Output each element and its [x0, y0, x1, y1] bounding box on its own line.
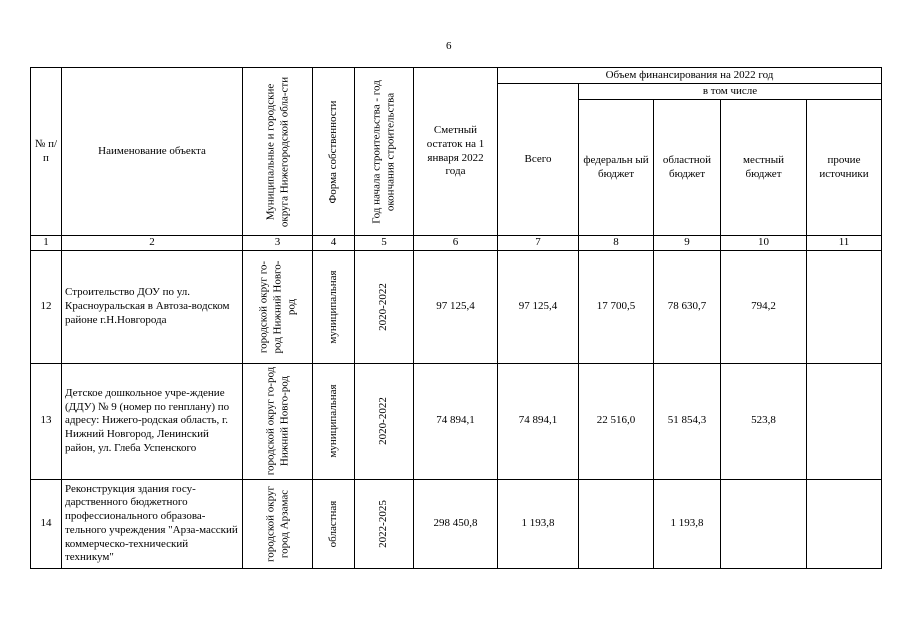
row-estimate: 74 894,1 [414, 363, 498, 479]
header-years [355, 68, 414, 236]
col-number: 11 [807, 236, 882, 251]
row-estimate: 298 450,8 [414, 479, 498, 568]
row-municipality-text: городской округ го-род Нижний Новго-род [263, 367, 290, 476]
table-row [31, 250, 882, 363]
row-regional: 51 854,3 [654, 363, 721, 479]
header-ownership [313, 68, 355, 236]
header-municipality [243, 68, 313, 236]
row-years [355, 363, 414, 479]
col-number: 7 [498, 236, 579, 251]
row-municipality-text: городской округ город Арзамас [263, 485, 290, 562]
header-ownership-text: Форма собственности [326, 100, 339, 203]
row-local: 523,8 [721, 363, 807, 479]
col-number: 4 [313, 236, 355, 251]
header-regional: областной бюджет [654, 100, 721, 236]
row-federal: 17 700,5 [579, 250, 654, 363]
header-name: Наименование объекта [62, 68, 243, 236]
row-total: 1 193,8 [498, 479, 579, 568]
row-ownership-text: муниципальная [326, 384, 339, 458]
row-ownership [313, 479, 355, 568]
col-number: 10 [721, 236, 807, 251]
header-years-text: Год начала строительства - год окончания строительства [370, 79, 396, 224]
row-municipality [243, 363, 313, 479]
header-estimate: Сметный остаток на 1 января 2022 года [414, 68, 498, 236]
row-other [807, 363, 882, 479]
row-name: Детское дошкольное учре-ждение (ДДУ) № 9 (номер по генплану) по адресу: Нижего-родская область, г. Нижний Новгород, Ленинский район, ул. Глеба Успенского [62, 363, 243, 479]
row-name: Реконструкция здания госу-дарственного бюджетного профессионального образова-тельного учреждения "Арза-масский коммерческо-технический техникум" [62, 479, 243, 568]
row-municipality [243, 479, 313, 568]
row-num: 13 [31, 363, 62, 479]
row-municipality-text: городской округ го-род Нижний Новго-род [256, 260, 297, 354]
col-number: 8 [579, 236, 654, 251]
header-total: Всего [498, 84, 579, 236]
col-number: 1 [31, 236, 62, 251]
table-row [31, 363, 882, 479]
row-num: 14 [31, 479, 62, 568]
page-number: 6 [446, 40, 452, 52]
row-name: Строительство ДОУ по ул. Красноуральская в Автоза-водском районе г.Н.Новгорода [62, 250, 243, 363]
row-num: 12 [31, 250, 62, 363]
row-regional: 1 193,8 [654, 479, 721, 568]
row-estimate: 97 125,4 [414, 250, 498, 363]
row-regional: 78 630,7 [654, 250, 721, 363]
row-years [355, 479, 414, 568]
header-local: местный бюджет [721, 100, 807, 236]
col-number: 6 [414, 236, 498, 251]
header-including-group: в том числе [579, 84, 882, 100]
row-local [721, 479, 807, 568]
header-num: № п/п [31, 68, 62, 236]
header-federal: федеральн ый бюджет [579, 100, 654, 236]
row-years-text: 2022-2025 [377, 499, 390, 548]
col-number: 2 [62, 236, 243, 251]
row-years [355, 250, 414, 363]
row-ownership-text: муниципальная [326, 270, 339, 344]
header-other: прочие источники [807, 100, 882, 236]
row-other [807, 250, 882, 363]
col-number: 9 [654, 236, 721, 251]
row-federal [579, 479, 654, 568]
row-years-text: 2020-2022 [377, 282, 390, 331]
row-other [807, 479, 882, 568]
col-number: 3 [243, 236, 313, 251]
row-total: 97 125,4 [498, 250, 579, 363]
row-municipality [243, 250, 313, 363]
row-ownership [313, 250, 355, 363]
row-total: 74 894,1 [498, 363, 579, 479]
row-local: 794,2 [721, 250, 807, 363]
row-ownership [313, 363, 355, 479]
row-federal: 22 516,0 [579, 363, 654, 479]
row-years-text: 2020-2022 [377, 397, 390, 446]
header-municipality-text: Муниципальные и городские округа Нижегородской обла-сти [263, 76, 290, 227]
financing-table [30, 67, 882, 569]
row-ownership-text: областная [326, 500, 339, 548]
col-number: 5 [355, 236, 414, 251]
table-row [31, 479, 882, 568]
header-financing-group: Объем финансирования на 2022 год [498, 68, 882, 84]
